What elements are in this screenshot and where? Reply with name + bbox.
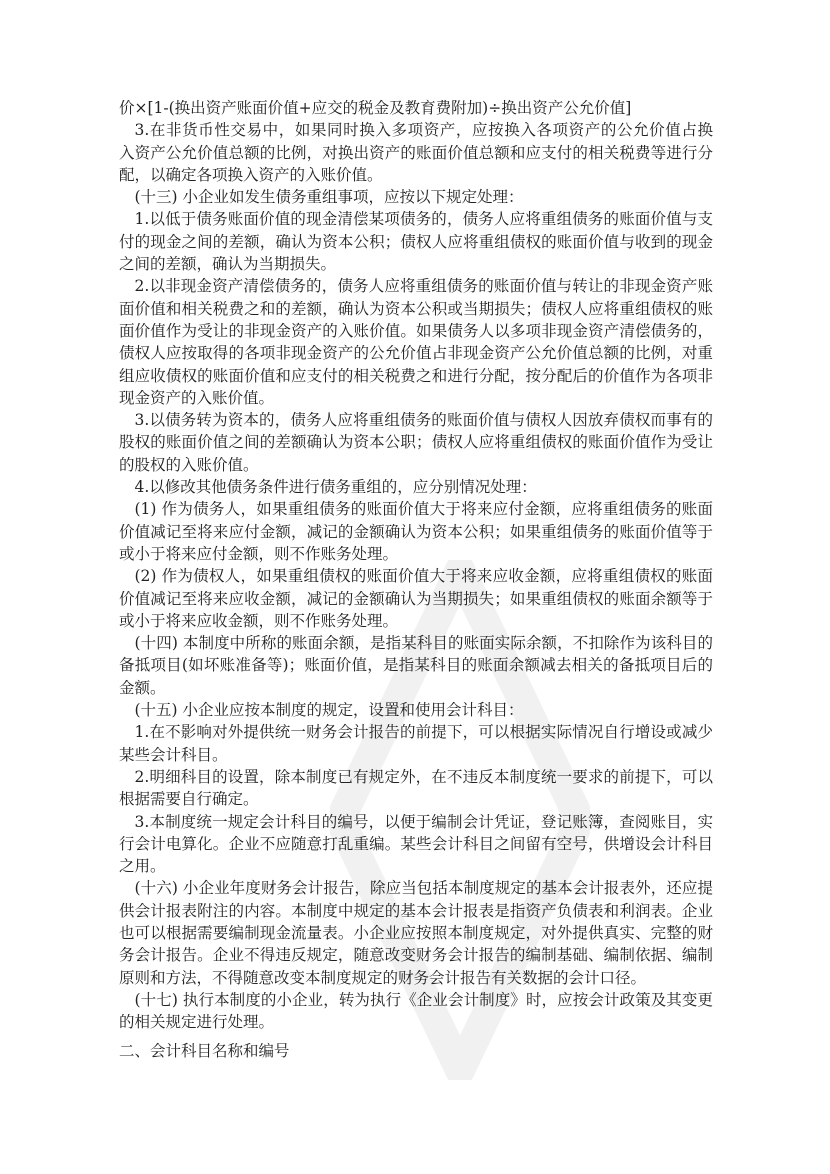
text-line: 3.本制度统一规定会计科目的编号，以便于编制会计凭证，登记账簿，查阅账目，实 [134,812,713,831]
text-line: (1) 作为债务人，如果重组债务的账面价值大于将来应付金额，应将重组债务的账面 [134,500,713,519]
text-line: (十三) 小企业如发生债务重组事项，应按以下规定处理： [134,188,524,207]
text-line: 组应收债权的账面价值和应支付的相关税费之和进行分配，按分配后的价值作为各项非 [119,366,713,385]
paragraph [119,97,713,119]
text-line: (十五) 小企业应按本制度的规定，设置和使用会计科目： [134,701,524,720]
paragraph [119,565,713,632]
text-line: 债权人应按取得的各项非现金资产的公允价值占非现金资产公允价值总额的比例，对重 [119,344,713,363]
text-line: 4.以修改其他债务条件进行债务重组的，应分别情况处理： [134,478,537,497]
text-line: 备抵项目(如坏账准备等)；账面价值，是指某科目的账面余额减去相关的备抵项目后的 [119,656,713,675]
text-line: 股权的账面价值之间的差额确认为资本公职；债权人应将重组债权的账面价值作为受让 [119,433,713,452]
section-heading: 二、会计科目名称和编号 [119,1042,290,1060]
text-line: 也可以根据需要编制现金流量表。小企业应按照本制度规定，对外提供真实、完整的财 [119,923,713,942]
paragraph [119,119,713,186]
text-line: 行会计电算化。企业不应随意打乱重编。某些会计科目之间留有空号，供增设会计科目 [119,834,713,853]
paragraph [119,877,713,988]
text-line: (2) 作为债权人，如果重组债权的账面价值大于将来应收金额，应将重组债权的账面 [134,567,713,586]
text-line: 金额。 [119,678,166,697]
text-line: 入资产公允价值总额的比例，对换出资产的账面价值总额和应支付的相关税费等进行分 [119,143,713,162]
text-line: 供会计报表附注的内容。本制度中规定的基本会计报表是指资产负债表和利润表。企业 [119,901,713,920]
text-line: 价值减记至将来应付金额，减记的金额确认为资本公积；如果重组债务的账面价值等于 [119,522,713,541]
paragraph [119,632,713,699]
paragraph [119,275,713,409]
paragraph [119,208,713,275]
text-line: 3.以债务转为资本的，债务人应将重组债务的账面价值与债权人因放弃债权而事有的 [134,411,713,430]
text-line: 或小于将来应收金额，则不作账务处理。 [119,611,399,630]
text-line: 配，以确定各项换入资产的入账价值。 [119,165,383,184]
text-line: 1.在不影响对外提供统一财务会计报告的前提下，可以根据实际情况自行增设或减少 [134,723,713,742]
paragraph [119,811,713,878]
paragraph [119,989,713,1034]
text-line: 之用。 [119,857,166,876]
text-line: 价值减记至将来应收金额，减记的金额确认为当期损失；如果重组债权的账面余额等于 [119,589,713,608]
text-line: 面价值作为受让的非现金资产的入账价值。如果债务人以多项非现金资产清偿债务的， [119,321,713,340]
text-line: 价×[1-(换出资产账面价值+应交的税金及教育费附加)÷换出资产公允价值] [119,99,632,117]
text-line: 2.以非现金资产清偿债务的，债务人应将重组债务的账面价值与转让的非现金资产账 [134,277,713,296]
paragraph [119,476,713,498]
paragraph [119,699,713,721]
document-body [119,97,713,1033]
text-line: 现金资产的入账价值。 [119,388,275,407]
text-line: (十六) 小企业年度财务会计报告，除应当包括本制度规定的基本会计报表外，还应提 [134,879,713,898]
text-line: 面价值和相关税费之和的差额，确认为资本公积或当期损失；债权人应将重组债权的账 [119,299,713,318]
text-line: 或小于将来应付金额，则不作账务处理。 [119,544,399,563]
paragraph [119,409,713,476]
text-line: 1.以低于债务账面价值的现金清偿某项债务的，债务人应将重组债务的账面价值与支 [134,210,713,229]
text-line: 付的现金之间的差额，确认为资本公积；债权人应将重组债权的账面价值与收到的现金 [119,232,713,251]
text-line: 2.明细科目的设置，除本制度已有规定外，在不违反本制度统一要求的前提下，可以 [134,767,713,786]
paragraph [119,498,713,565]
text-line: 3.在非货币性交易中，如果同时换入多项资产，应按换入各项资产的公允价值占换 [134,121,713,140]
text-line: (十七) 执行本制度的小企业，转为执行《企业会计制度》时，应按会计政策及其变更 [134,990,713,1009]
text-line: 的股权的入账价值。 [119,455,259,474]
text-line: 务会计报告。企业不得违反规定，随意改变财务会计报告的编制基础、编制依据、编制 [119,946,713,965]
text-line: (十四) 本制度中所称的账面余额，是指某科目的账面实际余额，不扣除作为该科目的 [134,634,713,653]
paragraph [119,766,713,811]
text-line: 之间的差额，确认为当期损失。 [119,255,337,274]
paragraph [119,186,713,208]
text-line: 原则和方法，不得随意改变本制度规定的财务会计报告有关数据的会计口径。 [119,968,647,987]
text-line: 根据需要自行确定。 [119,790,259,809]
paragraph [119,721,713,766]
text-line: 某些会计科目。 [119,745,228,764]
text-line: 的相关规定进行处理。 [119,1013,275,1032]
